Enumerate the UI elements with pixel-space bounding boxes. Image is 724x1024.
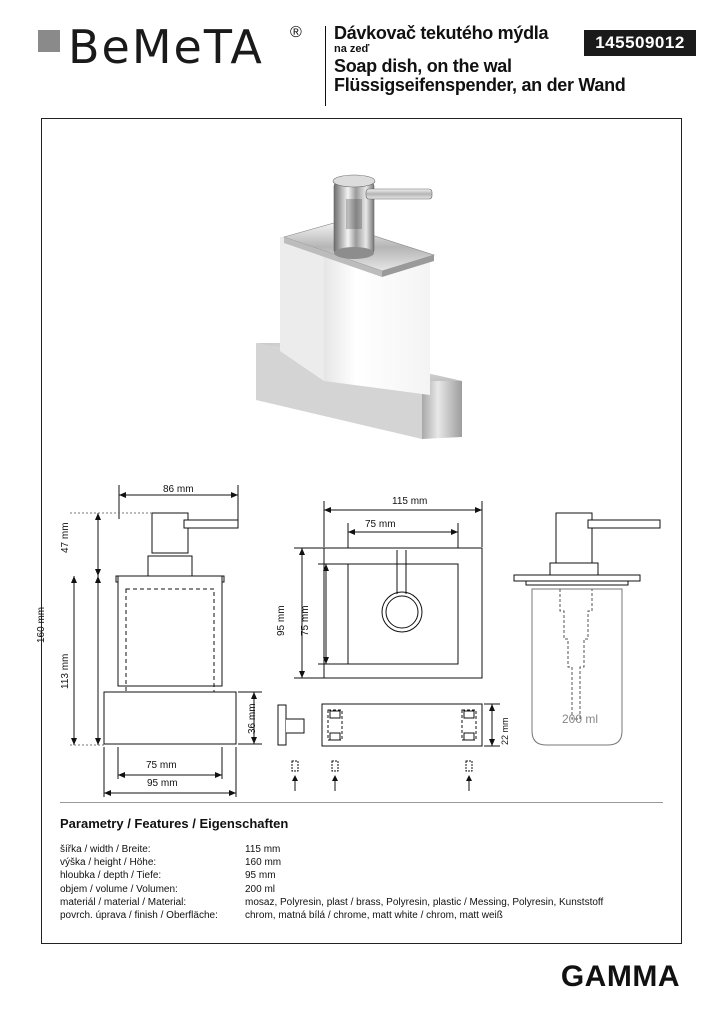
registered-mark: ® [290, 24, 302, 41]
dim-label-115: 115 mm [392, 496, 428, 507]
title-de: Flüssigseifenspender, an der Wand [334, 75, 626, 96]
product-photo [256, 175, 462, 439]
dim-label-113: 113 mm [60, 653, 71, 689]
logo-square-mark [38, 30, 60, 52]
side-view [514, 513, 660, 745]
feature-value: 160 mm [245, 857, 282, 869]
dim-label-75-depth: 75 mm [300, 605, 311, 636]
feature-label: objem / volume / Volumen: [60, 883, 178, 895]
technical-drawing [42, 119, 681, 819]
feature-row [60, 869, 603, 882]
brand-logo [38, 20, 308, 76]
dim-label-22: 22 mm [500, 717, 510, 745]
features-table [60, 843, 603, 922]
feature-row [60, 883, 603, 896]
dim-label-36: 36 mm [247, 703, 258, 734]
dim-label-95-top: 95 mm [276, 605, 287, 636]
bracket-view [278, 704, 500, 791]
product-code: 145509012 [584, 30, 696, 56]
feature-row [60, 909, 603, 922]
feature-row [60, 856, 603, 869]
dim-label-47: 47 mm [60, 522, 71, 553]
dim-label-95-front: 95 mm [147, 778, 178, 789]
features-heading: Parametry / Features / Eigenschaften [60, 816, 289, 831]
feature-label: výška / height / Höhe: [60, 857, 157, 869]
pump-spout [366, 189, 432, 199]
header-divider [325, 26, 326, 106]
title-en: Soap dish, on the wal [334, 56, 512, 77]
dim-label-160: 160 mm [36, 606, 47, 643]
dim-label-75-top: 75 mm [365, 519, 396, 530]
dim-label-75-front: 75 mm [146, 760, 177, 771]
dim-label-86: 86 mm [163, 484, 194, 495]
volume-label: 200 ml [562, 712, 599, 726]
feature-label: povrch. úprava / finish / Oberfläche: [60, 910, 218, 922]
subtitle-cz: na zeď [334, 42, 370, 55]
feature-value: mosaz, Polyresin, plast / brass, Polyresin, plastic / Messing, Polyresin, Kunststoff [245, 896, 604, 908]
front-view [70, 485, 262, 797]
feature-label: šířka / width / Breite: [60, 844, 151, 855]
feature-value: 95 mm [245, 870, 276, 882]
top-view [294, 501, 482, 678]
feature-value: 200 ml [245, 883, 276, 895]
feature-row [60, 843, 603, 856]
feature-label: materiál / material / Material: [60, 896, 187, 908]
title-cz: Dávkovač tekutého mýdla [334, 23, 549, 43]
series-name: GAMMA [560, 960, 680, 993]
section-divider [60, 802, 663, 803]
feature-value: 115 mm [245, 844, 281, 855]
feature-row [60, 896, 603, 909]
brand-name: BeMeTA [68, 20, 264, 74]
feature-label: hloubka / depth / Tiefe: [60, 870, 162, 882]
feature-value: chrom, matná bílá / chrome, matt white / chrom, matt weiß [245, 910, 503, 922]
